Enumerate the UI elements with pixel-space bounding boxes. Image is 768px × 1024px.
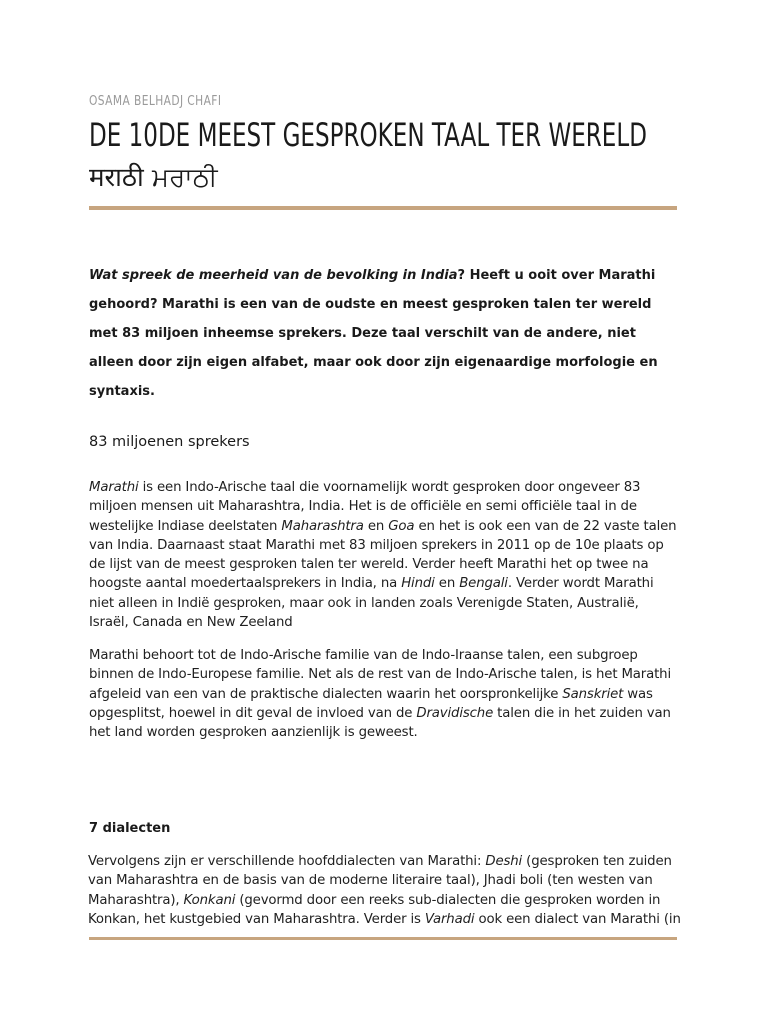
paragraph-text: en het is ook een van de 22 vaste talen van India. Daarnaast staat Marathi met 83 miljoen sprekers in 2011 op de 10e plaats op de lijst van de meest gesproken talen ter wereld. Verder heeft Marathi het op twee na hoogste aantal moedertaalsprekers in India, na [89, 518, 677, 592]
paragraph-text: talen die in het zuiden van het land worden gesproken aanzienlijk is geweest. [89, 705, 671, 741]
page-title: DE 10DE MEEST GESPROKEN TAAL TER WERELD [89, 116, 647, 154]
page-subtitle-script: मराठी ਮਰਾਠੀ [89, 163, 218, 193]
paragraph-text: en [363, 518, 389, 534]
paragraph-text: is een Indo-Arische taal die voornamelijk wordt gesproken door ongeveer 83 miljoen mensen uit Maharashtra, India. Het is de officiële en semi officiële taal in de westelijke Indiase deelstaten [89, 480, 641, 534]
italic-term: Maharashtra [281, 518, 364, 534]
section-heading-speakers: 83 miljoenen sprekers [89, 434, 250, 450]
paragraph-dialects-1 [88, 852, 684, 929]
paragraph-text: en [434, 576, 460, 592]
section-heading-dialects: 7 dialecten [89, 821, 171, 836]
paragraph-text: (gesproken ten zuiden van Maharashtra en de basis van de moderne literaire taal), Jhadi boli (ten westen van Maharashtra), [88, 854, 672, 908]
italic-term: Sanskriet [562, 686, 624, 702]
italic-term: Deshi [485, 854, 523, 869]
paragraph-speakers-1 [89, 478, 681, 632]
italic-term: Dravidische [416, 705, 494, 721]
paragraph-text: was opgesplitst, hoewel in dit geval de invloed van de [89, 686, 653, 721]
italic-term: Hindi [401, 576, 435, 592]
author-name: OSAMA BELHADJ CHAFI [89, 94, 222, 109]
paragraph-text: Marathi behoort tot de Indo-Arische familie van de Indo-Iraanse talen, een subgroep binnen de Indo-Europese familie. Net als de rest van de Indo-Arische talen, is het Marathi afgeleid van een van de praktische dialecten waarin het oorspronkelijke [89, 648, 671, 702]
paragraph-text: (gevormd door een reeks sub-dialecten die gesproken worden in Konkan, het kustgebied van Maharashtra. Verder is [88, 892, 661, 927]
italic-term: Marathi [89, 480, 139, 495]
page-bottom-divider [89, 937, 677, 940]
paragraph-text: . Verder wordt Marathi niet alleen in Indië gesproken, maar ook in landen zoals Verenigde Staten, Australië, Israël, Canada en New Zeeland [89, 576, 654, 631]
italic-term: Bengali [459, 576, 508, 592]
italic-term: Konkani [183, 892, 236, 908]
intro-text: ? Heeft u ooit over Marathi gehoord? Marathi is een van de oudste en meest gesproken talen ter wereld met 83 miljoen inheemse sprekers. Deze taal verschilt van de andere, niet alleen door zijn eigen alfabet, maar ook door zijn eigenaardige morfologie en syntaxis. [89, 268, 658, 399]
paragraph-text: Vervolgens zijn er verschillende hoofddialecten van Marathi: [88, 854, 486, 869]
paragraph-text: ook een dialect van Marathi (in [474, 911, 681, 927]
intro-paragraph [89, 261, 679, 406]
title-divider [89, 206, 677, 210]
paragraph-speakers-2 [89, 646, 681, 742]
italic-term: Varhadi [424, 911, 475, 927]
intro-question: Wat spreek de meerheid van de bevolking in India [89, 268, 458, 283]
italic-term: Goa [388, 518, 415, 534]
